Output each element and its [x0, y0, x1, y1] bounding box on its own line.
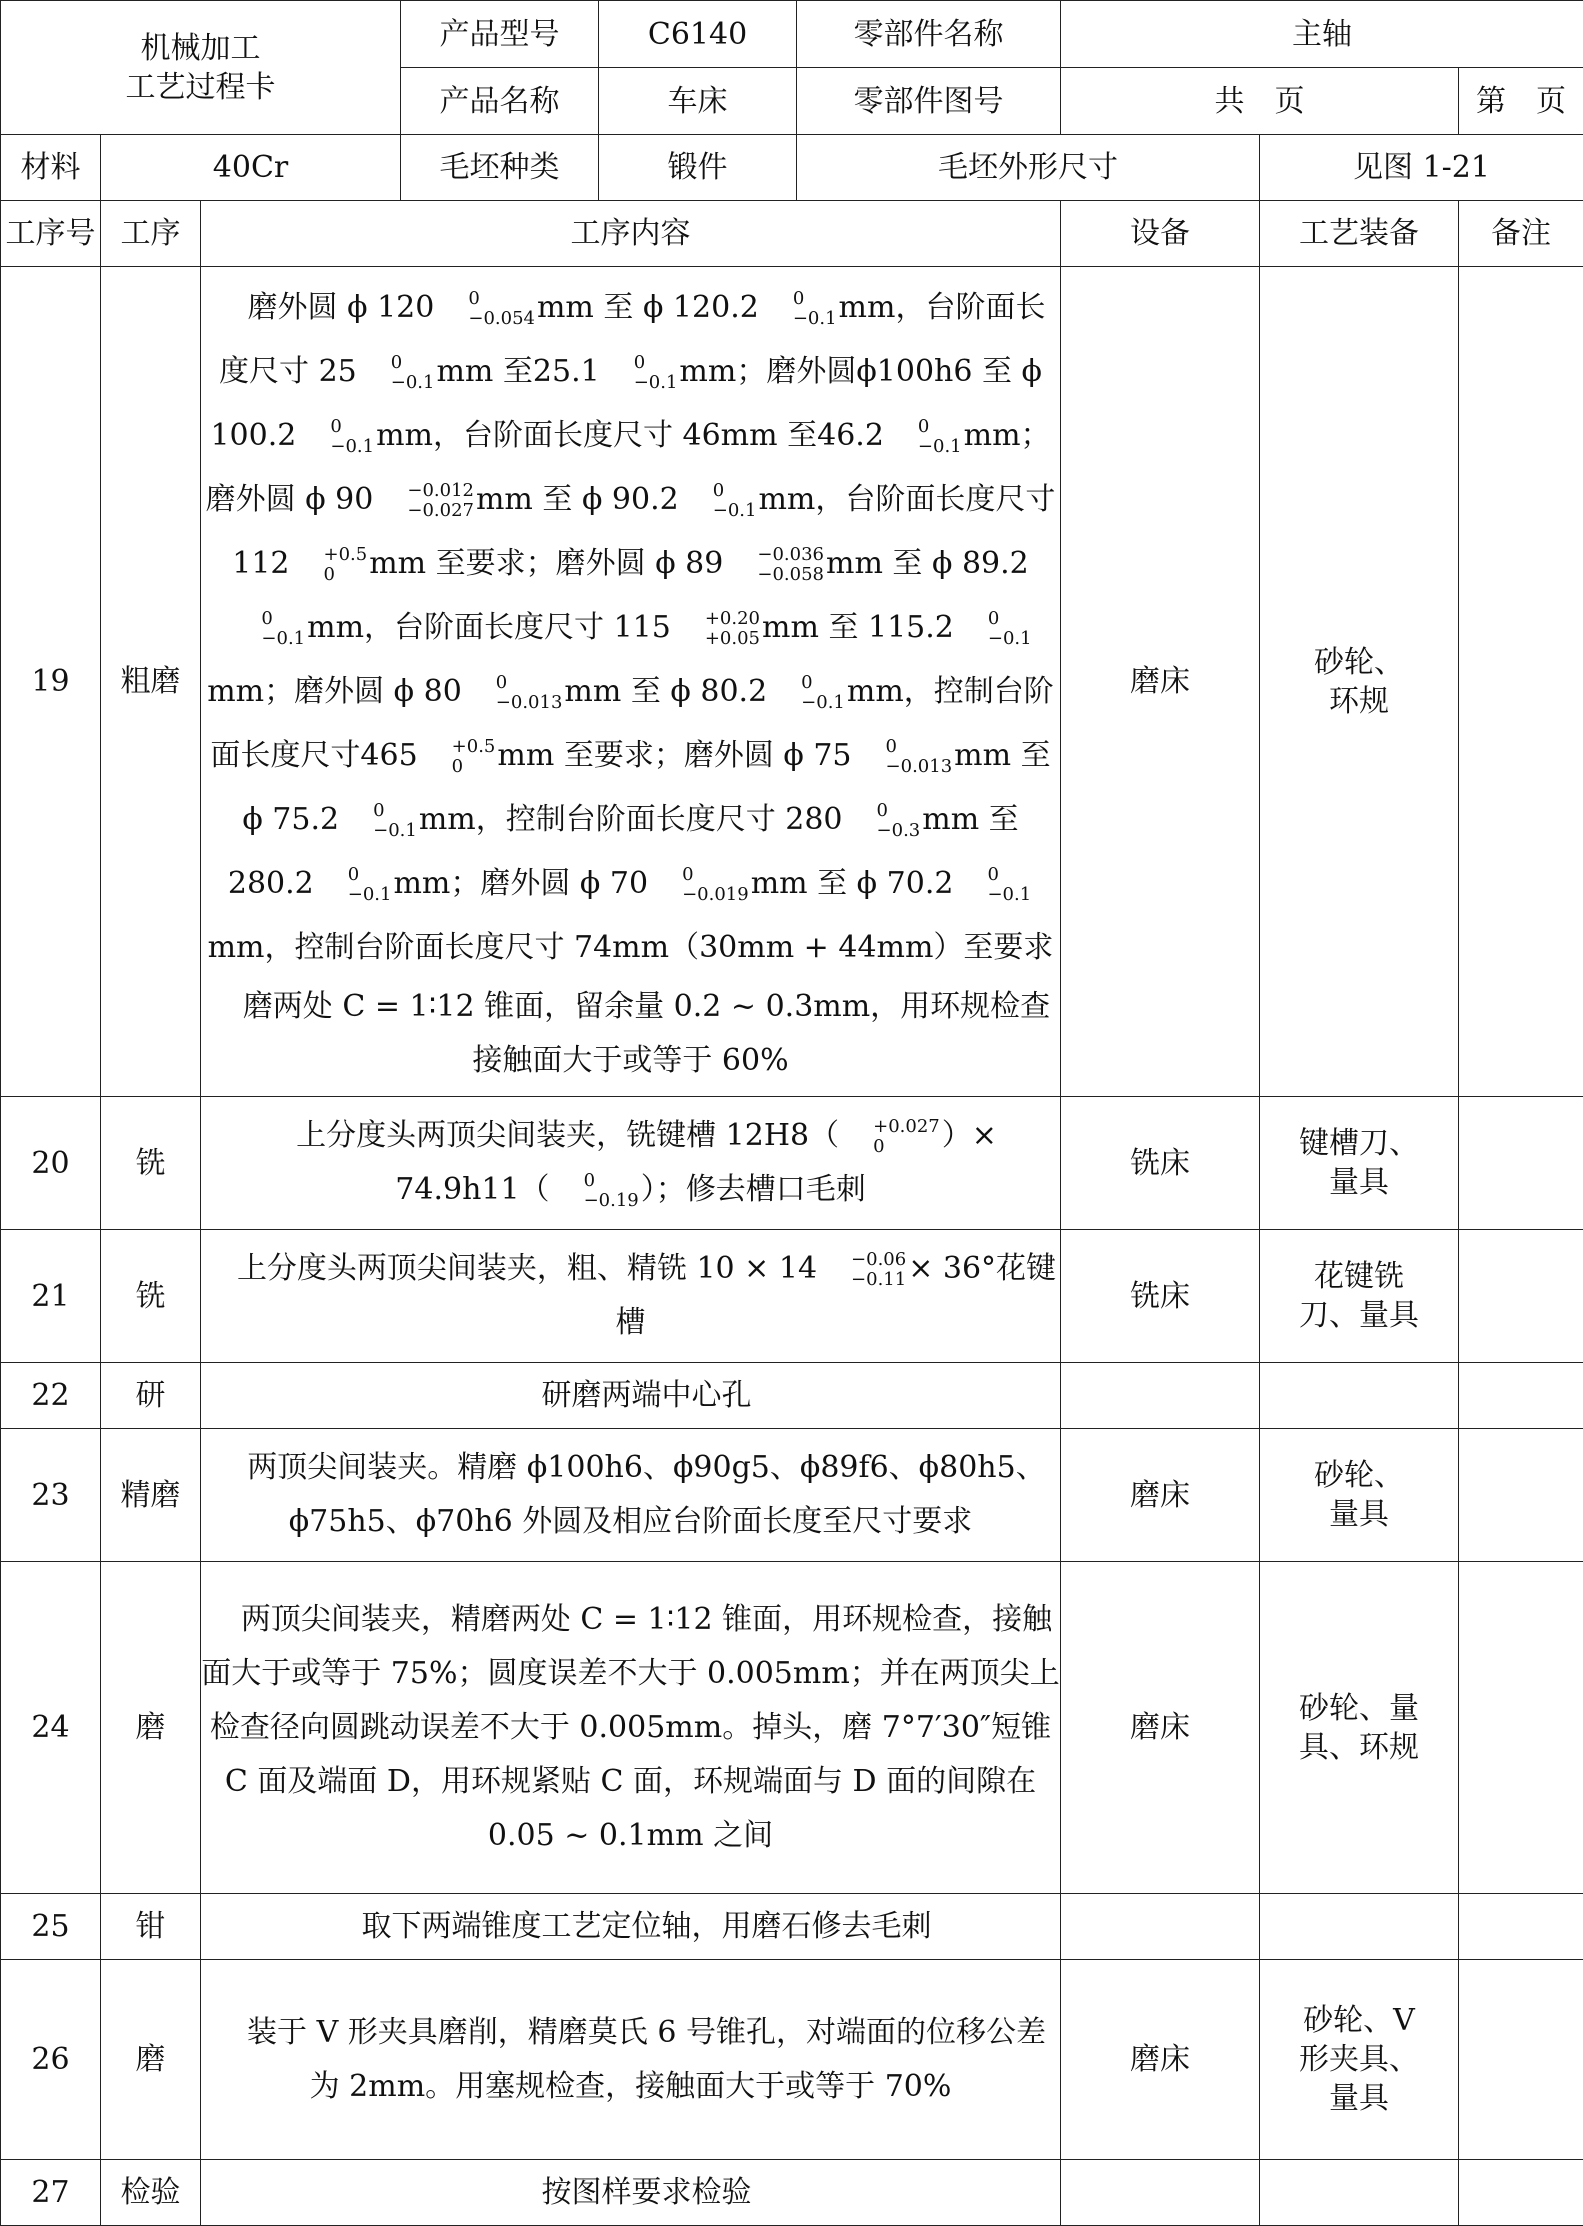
product-name-value: 车床 — [599, 68, 797, 135]
blank-size-label: 毛坯外形尺寸 — [797, 135, 1260, 201]
card-title-line-2: 工艺过程卡 — [1, 68, 400, 107]
row-content: 取下两端锥度工艺定位轴，用磨石修去毛刺 — [201, 1894, 1061, 1960]
part-drawing-no-label: 零部件图号 — [797, 68, 1061, 135]
row-content: 装于 V 形夹具磨削，精磨莫氏 6 号锥孔，对端面的位移公差为 2mm。用塞规检查，接触面大于或等于 70% — [201, 1960, 1061, 2160]
row-equipment: 磨床 — [1061, 267, 1260, 1097]
card-title-line-1: 机械加工 — [1, 29, 400, 68]
row-content: 上分度头两顶尖间装夹，粗、精铣 10 × 14 −0.06 −0.11 × 36°花键槽 — [201, 1230, 1061, 1363]
page-number: 第 页 — [1459, 68, 1583, 135]
product-model-value: C6140 — [599, 1, 797, 68]
row-equipment: 铣床 — [1061, 1230, 1260, 1363]
row-equipment: 磨床 — [1061, 1960, 1260, 2160]
row-op-no: 22 — [1, 1363, 101, 1429]
row-content — [201, 267, 1061, 1097]
row-equipment — [1061, 1894, 1260, 1960]
row-op-no: 25 — [1, 1894, 101, 1960]
row-op: 检验 — [101, 2160, 201, 2226]
row-op-no: 21 — [1, 1230, 101, 1363]
row-equipment: 磨床 — [1061, 1562, 1260, 1894]
row-equipment: 铣床 — [1061, 1097, 1260, 1230]
blank-type-value: 锻件 — [599, 135, 797, 201]
column-header-equipment: 设备 — [1061, 201, 1260, 267]
row-op: 铣 — [101, 1097, 201, 1230]
card-title-cell — [1, 1, 401, 135]
product-model-label: 产品型号 — [401, 1, 599, 68]
row-tooling — [1260, 1894, 1459, 1960]
row-op-no: 20 — [1, 1097, 101, 1230]
row-remarks — [1459, 1097, 1583, 1230]
table-row — [1, 1097, 1583, 1230]
row-equipment: 磨床 — [1061, 1429, 1260, 1562]
total-pages: 共 页 — [1061, 68, 1459, 135]
part-name-value: 主轴 — [1061, 1, 1583, 68]
column-header-remarks: 备注 — [1459, 201, 1583, 267]
row-op: 钳 — [101, 1894, 201, 1960]
row-op: 研 — [101, 1363, 201, 1429]
table-row — [1, 1363, 1583, 1429]
row19-paragraph-1: 磨外圆 ϕ 120 0 −0.054 mm 至 ϕ 120.2 0 −0.1 mm，台阶面长度尺寸 25 0 −0.1 mm 至25.1 0 −0.1 mm；磨外圆ϕ100h6 至 ϕ 100.2 0 −0.1 mm，台阶面长度尺寸 46mm 至46.2 0 −0.1 mm；磨外圆 ϕ 90 −0.012 −0.027 mm 至 ϕ 90.2 0 −0.1 mm，台阶面长度尺寸112 +0.5 0 mm 至要求；磨外圆 ϕ 89 −0.036 −0.058 mm 至 ϕ 89.2 0 −0.1 mm，台阶面长度尺寸 115 +0.20 +0.05 mm 至 115.2 0 −0.1 mm；磨外圆 ϕ 80 0 −0.013 mm 至 ϕ 80.2 0 −0.1 mm，控制台阶面长度尺寸465 +0.5 0 mm 至要求；磨外圆 ϕ 75 0 −0.013 mm 至 ϕ 75.2 0 −0.1 mm，控制台阶面长度尺寸 280 0 −0.3 mm 至 280.2 0 −0.1 mm；磨外圆 ϕ 70 0 −0.019 mm 至 ϕ 70.2 0 −0.1 mm，控制台阶面长度尺寸 74mm（30mm + 44mm）至要求 — [201, 276, 1060, 980]
row-tooling: 键槽刀、 量具 — [1260, 1097, 1459, 1230]
column-header-tooling: 工艺装备 — [1260, 201, 1459, 267]
blank-type-label: 毛坯种类 — [401, 135, 599, 201]
row-op-no: 23 — [1, 1429, 101, 1562]
row-tooling: 砂轮、 量具 — [1260, 1429, 1459, 1562]
row-tooling: 砂轮、量 具、环规 — [1260, 1562, 1459, 1894]
row-tooling — [1260, 1363, 1459, 1429]
material-value: 40Cr — [101, 135, 401, 201]
row-op: 磨 — [101, 1562, 201, 1894]
row-equipment — [1061, 1363, 1260, 1429]
row19-paragraph-2: 磨两处 C = 1∶12 锥面，留余量 0.2 ~ 0.3mm，用环规检查接触面大于或等于 60% — [201, 980, 1060, 1088]
row-tooling: 花键铣 刀、量具 — [1260, 1230, 1459, 1363]
table-row — [1, 2160, 1583, 2226]
row-op: 磨 — [101, 1960, 201, 2160]
row-remarks — [1459, 1363, 1583, 1429]
blank-size-value: 见图 1-21 — [1260, 135, 1583, 201]
table-row — [1, 1894, 1583, 1960]
row-remarks — [1459, 2160, 1583, 2226]
row-remarks — [1459, 1429, 1583, 1562]
row-remarks — [1459, 267, 1583, 1097]
row-content: 研磨两端中心孔 — [201, 1363, 1061, 1429]
row-op-no: 24 — [1, 1562, 101, 1894]
row-equipment — [1061, 2160, 1260, 2226]
row-op: 铣 — [101, 1230, 201, 1363]
row-tooling — [1260, 2160, 1459, 2226]
table-row — [1, 267, 1583, 1097]
table-row — [1, 1960, 1583, 2160]
row-remarks — [1459, 1894, 1583, 1960]
row-remarks — [1459, 1960, 1583, 2160]
row-op: 粗磨 — [101, 267, 201, 1097]
row-op: 精磨 — [101, 1429, 201, 1562]
row-remarks — [1459, 1230, 1583, 1363]
material-label: 材料 — [1, 135, 101, 201]
row-tooling: 砂轮、V 形夹具、 量具 — [1260, 1960, 1459, 2160]
row-content: 按图样要求检验 — [201, 2160, 1061, 2226]
row-content: 两顶尖间装夹，精磨两处 C = 1∶12 锥面，用环规检查，接触面大于或等于 75%；圆度误差不大于 0.005mm；并在两顶尖上检查径向圆跳动误差不大于 0.005mm。掉头，磨 7°7′30″短锥 C 面及端面 D，用环规紧贴 C 面，环规端面与 D 面的间隙在 0.05 ~ 0.1mm 之间 — [201, 1562, 1061, 1894]
column-header-op: 工序 — [101, 201, 201, 267]
row-content: 两顶尖间装夹。精磨 ϕ100h6、ϕ90g5、ϕ89f6、ϕ80h5、ϕ75h5、ϕ70h6 外圆及相应台阶面长度至尺寸要求 — [201, 1429, 1061, 1562]
table-row — [1, 1429, 1583, 1562]
row-op-no: 26 — [1, 1960, 101, 2160]
row-op-no: 19 — [1, 267, 101, 1097]
row-remarks — [1459, 1562, 1583, 1894]
table-row — [1, 1230, 1583, 1363]
part-name-label: 零部件名称 — [797, 1, 1061, 68]
row-content: 上分度头两顶尖间装夹，铣键槽 12H8（ +0.027 0 ）× 74.9h11（ 0 −0.19 ）；修去槽口毛刺 — [201, 1097, 1061, 1230]
row-tooling: 砂轮、 环规 — [1260, 267, 1459, 1097]
row-op-no: 27 — [1, 2160, 101, 2226]
column-header-op-no: 工序号 — [1, 201, 101, 267]
table-row — [1, 1562, 1583, 1894]
column-header-content: 工序内容 — [201, 201, 1061, 267]
product-name-label: 产品名称 — [401, 68, 599, 135]
